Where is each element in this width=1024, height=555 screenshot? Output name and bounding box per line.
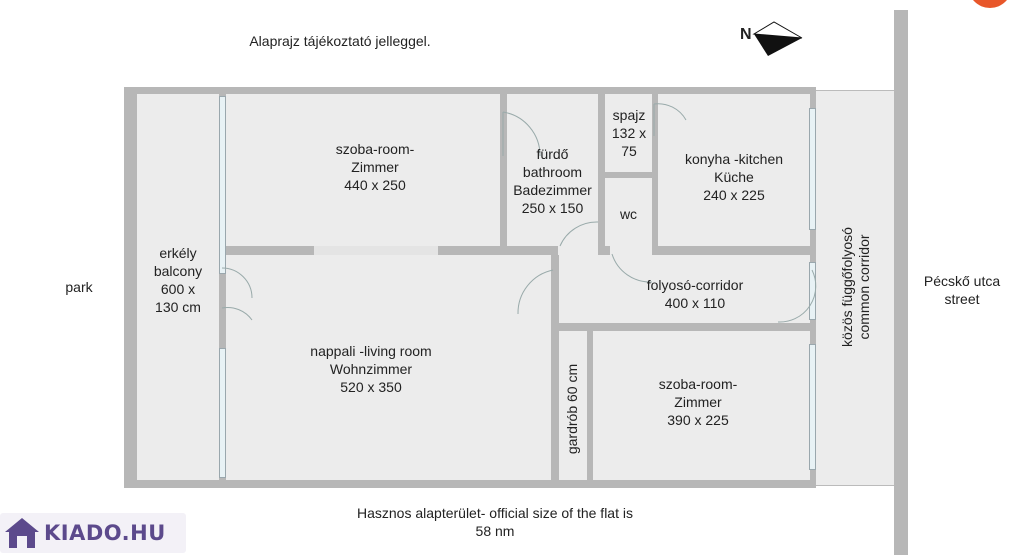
area-note-line1: Hasznos alapterület- official size of the flat is: [357, 505, 633, 521]
common-corridor-label: [839, 207, 873, 367]
pantry-name: spajz: [612, 107, 646, 123]
kitchen-name-de: Küche: [714, 169, 754, 185]
common-corridor-name: közös függőfolyosó: [839, 227, 855, 347]
room2-label: [628, 375, 768, 429]
balcony-name-en: balcony: [153, 263, 203, 279]
compass-label: N: [740, 26, 752, 43]
common-corridor-name-en: common corridor: [856, 234, 872, 340]
room1-label: [300, 140, 450, 194]
wardrobe-label: gardrób 60 cm: [564, 363, 580, 455]
wc-label: wc: [619, 206, 638, 222]
balcony-label: [137, 244, 219, 316]
room2-size: 390 x 225: [667, 412, 729, 428]
living-size: 520 x 350: [340, 379, 402, 395]
house-icon: [2, 515, 42, 551]
room2-name-de: Zimmer: [674, 394, 722, 410]
kiado-logo[interactable]: [0, 513, 186, 553]
balcony-size-2: 130 cm: [155, 299, 201, 315]
bathroom-name: fürdő: [536, 146, 569, 162]
plan-note: Alaprajz tájékoztató jelleggel.: [249, 33, 431, 49]
kitchen-name: konyha -kitchen: [684, 151, 784, 167]
balcony-size-1: 600 x: [160, 281, 196, 297]
room2-name: szoba-room-: [658, 376, 738, 392]
area-note: [300, 504, 690, 540]
room1-name-de: Zimmer: [351, 159, 399, 175]
pantry-size-1: 132 x: [611, 125, 647, 141]
bathroom-name-en: bathroom: [522, 164, 583, 180]
street-type: street: [944, 291, 980, 307]
kitchen-size: 240 x 225: [703, 187, 765, 203]
living-name-de: Wohnzimmer: [329, 361, 413, 377]
bathroom-size: 250 x 150: [521, 200, 584, 216]
area-note-line2: 58 nm: [475, 523, 515, 539]
living-name: nappali -living room: [310, 343, 432, 359]
bathroom-label: [505, 145, 600, 217]
logo-text: KIADO.HU: [44, 521, 166, 545]
corridor-name: folyosó-corridor: [646, 277, 744, 293]
pantry-size-2: 75: [621, 143, 637, 159]
living-label: [286, 342, 456, 396]
pantry-label: [604, 106, 654, 160]
balcony-name: erkély: [159, 245, 197, 261]
street-name: Pécskő utca: [923, 273, 1001, 289]
room1-size: 440 x 250: [344, 177, 406, 193]
room1-name: szoba-room-: [335, 141, 415, 157]
kitchen-label: [664, 150, 804, 204]
bathroom-name-de: Badezimmer: [513, 182, 592, 198]
park-label: park: [65, 279, 93, 295]
corridor-size: 400 x 110: [664, 295, 726, 311]
corridor-label: [620, 276, 770, 312]
